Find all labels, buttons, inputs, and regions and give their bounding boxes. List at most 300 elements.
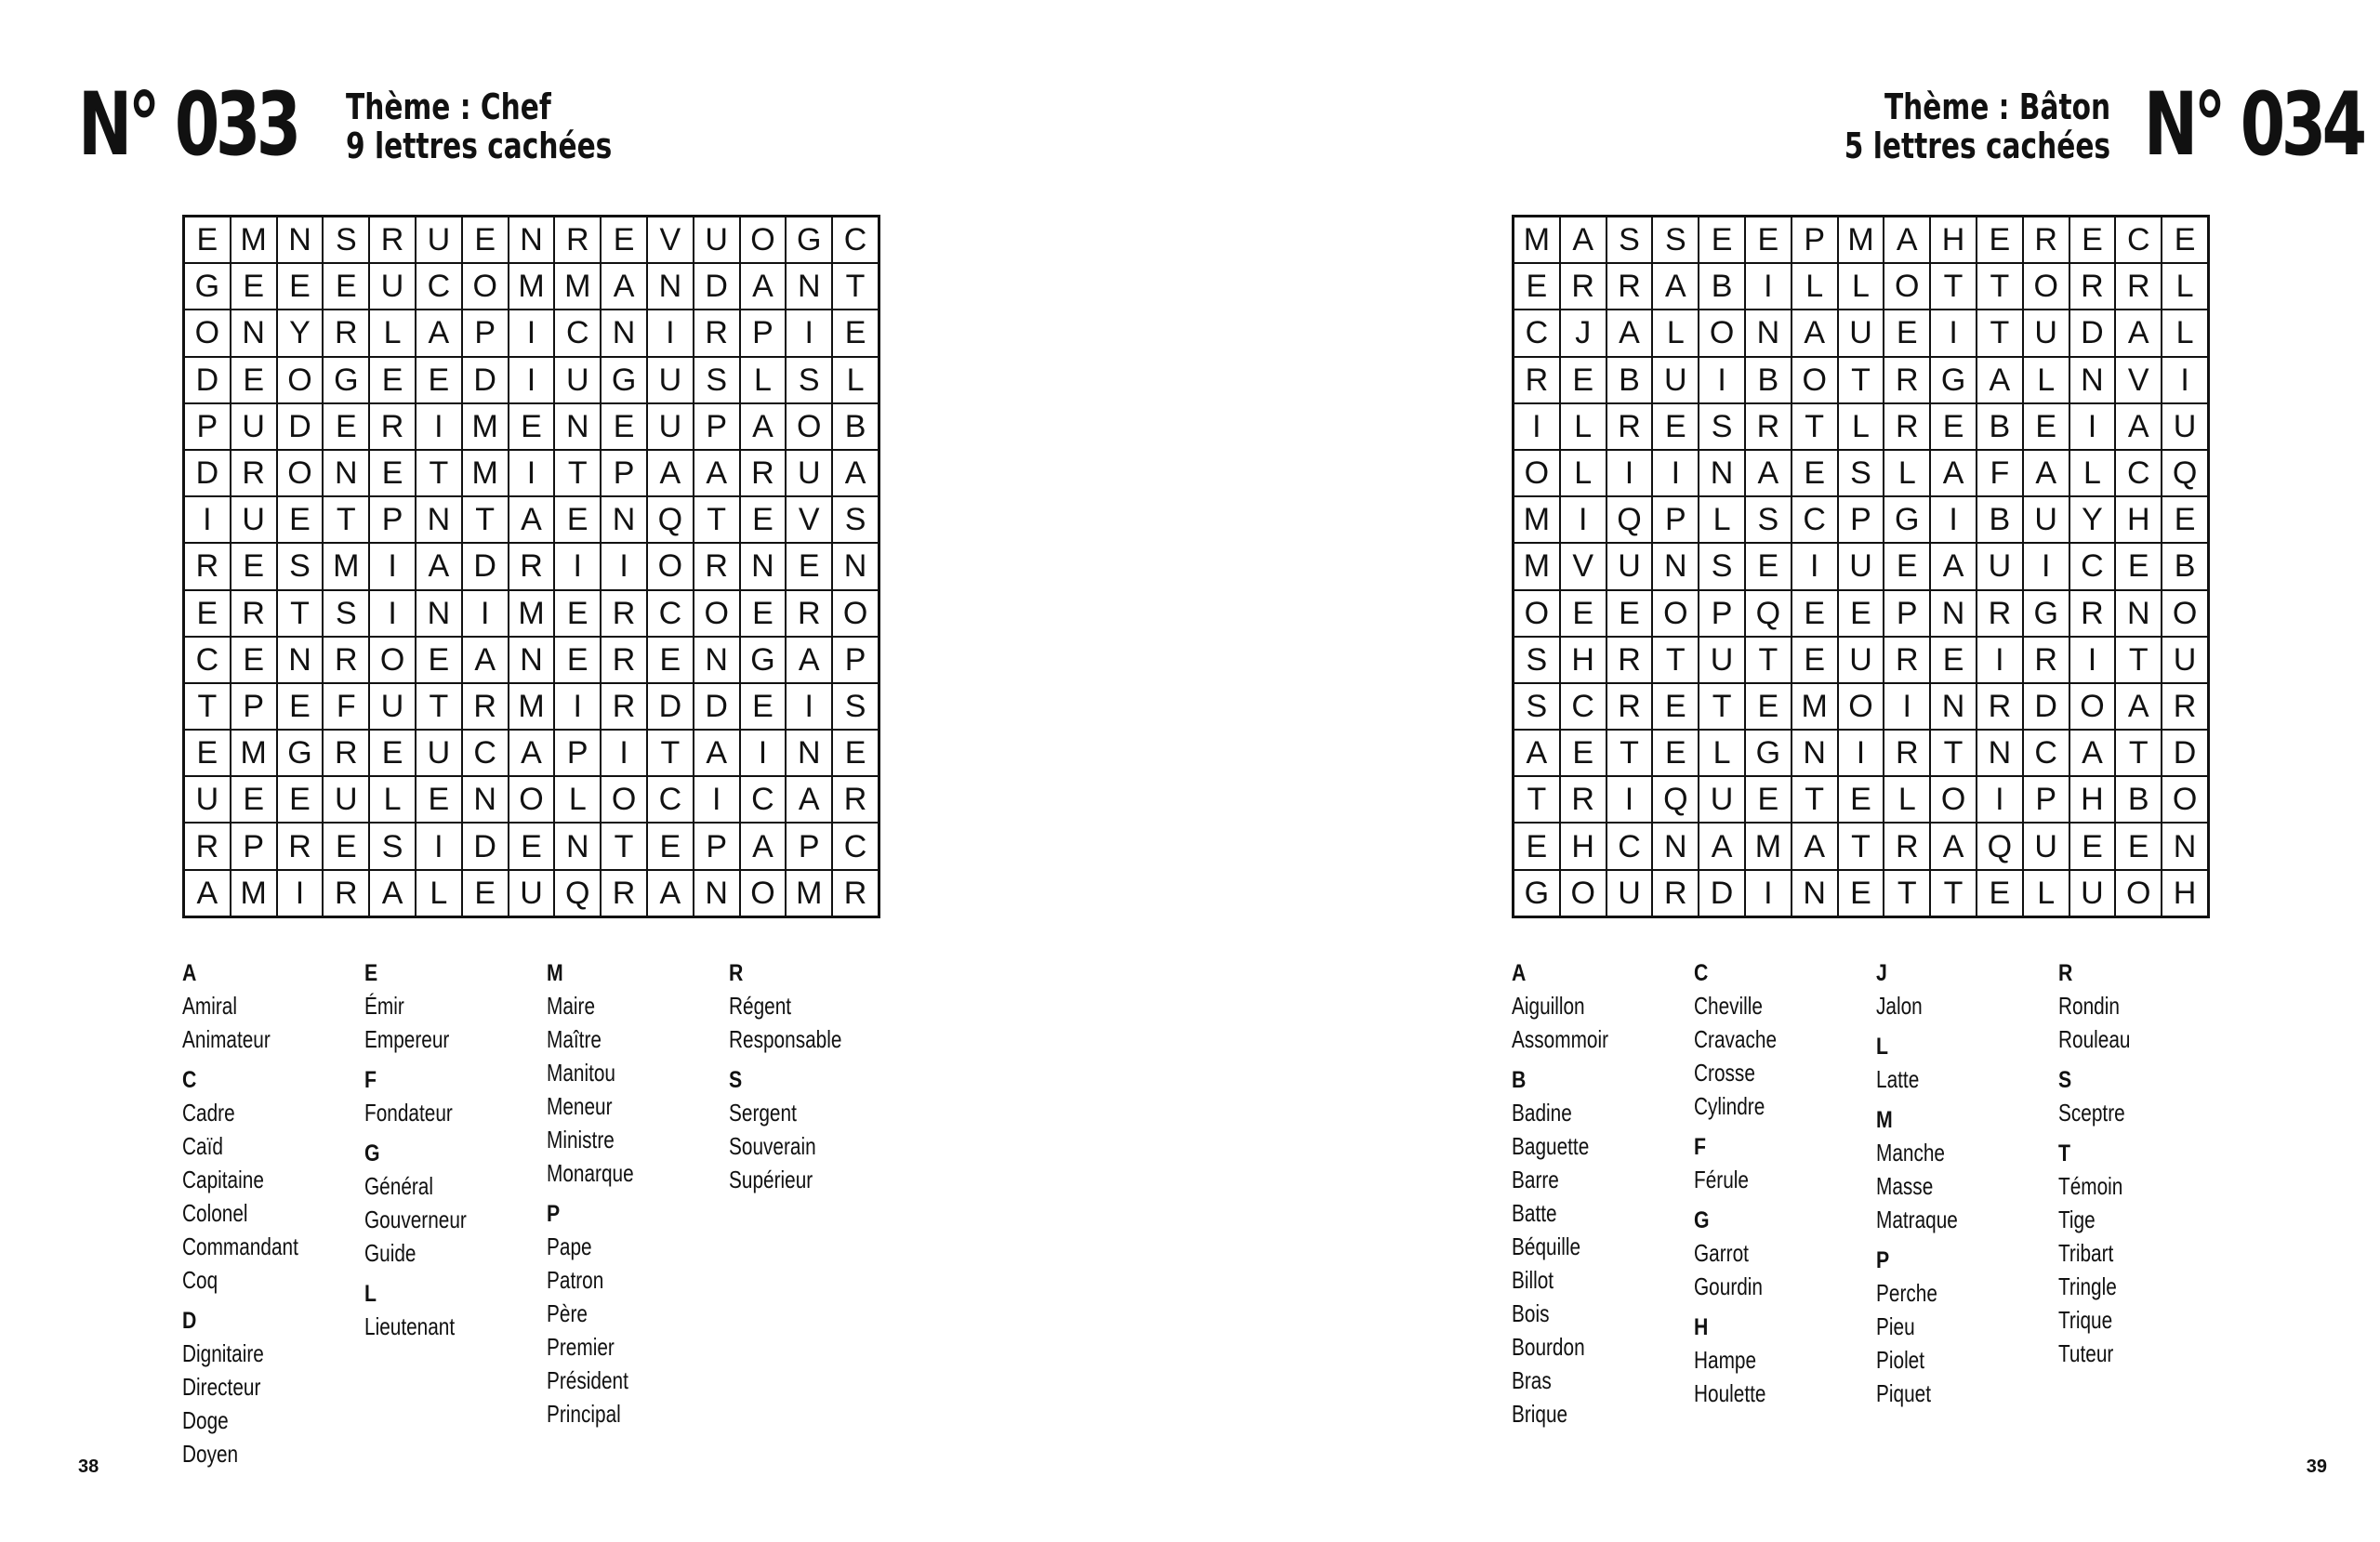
grid-cell[interactable]: E — [1884, 543, 1930, 589]
grid-cell[interactable]: P — [832, 637, 879, 683]
grid-cell[interactable]: E — [2023, 403, 2069, 450]
grid-cell[interactable]: H — [1930, 217, 1977, 264]
grid-cell[interactable]: L — [369, 776, 416, 823]
grid-cell[interactable]: P — [462, 310, 509, 356]
grid-cell[interactable]: E — [231, 776, 277, 823]
grid-cell[interactable]: O — [2162, 590, 2208, 637]
grid-cell[interactable]: L — [1699, 496, 1745, 543]
grid-cell[interactable]: R — [1606, 637, 1653, 683]
grid-cell[interactable]: A — [2069, 730, 2116, 776]
grid-cell[interactable]: I — [694, 776, 740, 823]
grid-cell[interactable]: A — [647, 450, 694, 496]
grid-cell[interactable]: A — [1930, 450, 1977, 496]
grid-cell[interactable]: E — [277, 496, 324, 543]
grid-cell[interactable]: O — [740, 870, 787, 917]
grid-cell[interactable]: O — [786, 403, 832, 450]
grid-cell[interactable]: E — [369, 730, 416, 776]
grid-cell[interactable]: N — [416, 496, 462, 543]
grid-cell[interactable]: R — [369, 403, 416, 450]
grid-cell[interactable]: E — [1652, 730, 1699, 776]
grid-cell[interactable]: A — [416, 310, 462, 356]
grid-cell[interactable]: E — [647, 637, 694, 683]
grid-cell[interactable]: Y — [277, 310, 324, 356]
grid-cell[interactable]: R — [2069, 263, 2116, 310]
grid-cell[interactable]: B — [1606, 357, 1653, 403]
grid-cell[interactable]: P — [1792, 217, 1838, 264]
grid-cell[interactable]: M — [231, 870, 277, 917]
grid-cell[interactable]: R — [1884, 403, 1930, 450]
grid-cell[interactable]: N — [554, 403, 601, 450]
grid-cell[interactable]: E — [2069, 823, 2116, 869]
grid-cell[interactable]: G — [2023, 590, 2069, 637]
grid-cell[interactable]: D — [277, 403, 324, 450]
grid-cell[interactable]: A — [369, 870, 416, 917]
grid-cell[interactable]: M — [462, 450, 509, 496]
grid-cell[interactable]: M — [231, 217, 277, 264]
grid-cell[interactable]: O — [2162, 776, 2208, 823]
grid-cell[interactable]: C — [1514, 310, 1560, 356]
grid-cell[interactable]: R — [1606, 403, 1653, 450]
grid-cell[interactable]: I — [601, 730, 647, 776]
grid-cell[interactable]: E — [647, 823, 694, 869]
grid-cell[interactable]: E — [1838, 870, 1884, 917]
grid-cell[interactable]: U — [369, 263, 416, 310]
grid-cell[interactable]: E — [740, 683, 787, 730]
grid-cell[interactable]: N — [1699, 450, 1745, 496]
grid-cell[interactable]: M — [509, 683, 555, 730]
grid-cell[interactable]: N — [1792, 870, 1838, 917]
grid-cell[interactable]: M — [1838, 217, 1884, 264]
grid-cell[interactable]: T — [1930, 870, 1977, 917]
grid-cell[interactable]: R — [1884, 637, 1930, 683]
grid-cell[interactable]: I — [786, 310, 832, 356]
grid-cell[interactable]: P — [2023, 776, 2069, 823]
grid-cell[interactable]: A — [184, 870, 231, 917]
grid-cell[interactable]: U — [1699, 776, 1745, 823]
grid-cell[interactable]: T — [1977, 263, 2023, 310]
grid-cell[interactable]: E — [554, 496, 601, 543]
grid-cell[interactable]: A — [740, 823, 787, 869]
grid-cell[interactable]: L — [832, 357, 879, 403]
grid-cell[interactable]: O — [277, 357, 324, 403]
grid-cell[interactable]: E — [277, 263, 324, 310]
grid-cell[interactable]: R — [1514, 357, 1560, 403]
grid-cell[interactable]: C — [2115, 450, 2162, 496]
grid-cell[interactable]: R — [786, 590, 832, 637]
grid-cell[interactable]: R — [1606, 263, 1653, 310]
grid-cell[interactable]: T — [1792, 776, 1838, 823]
grid-cell[interactable]: I — [740, 730, 787, 776]
grid-cell[interactable]: D — [184, 450, 231, 496]
grid-cell[interactable]: I — [554, 683, 601, 730]
grid-cell[interactable]: U — [554, 357, 601, 403]
grid-cell[interactable]: T — [277, 590, 324, 637]
grid-cell[interactable]: E — [1745, 776, 1792, 823]
grid-cell[interactable]: C — [832, 823, 879, 869]
grid-cell[interactable]: S — [1699, 543, 1745, 589]
grid-cell[interactable]: E — [1792, 590, 1838, 637]
grid-cell[interactable]: U — [1838, 310, 1884, 356]
grid-cell[interactable]: L — [1560, 403, 1606, 450]
grid-cell[interactable]: U — [1652, 357, 1699, 403]
grid-cell[interactable]: I — [1560, 496, 1606, 543]
grid-cell[interactable]: H — [2115, 496, 2162, 543]
grid-cell[interactable]: E — [1977, 217, 2023, 264]
grid-cell[interactable]: N — [462, 776, 509, 823]
grid-cell[interactable]: S — [323, 590, 369, 637]
grid-cell[interactable]: B — [1977, 496, 2023, 543]
grid-cell[interactable]: D — [2069, 310, 2116, 356]
grid-cell[interactable]: P — [1838, 496, 1884, 543]
grid-cell[interactable]: E — [231, 637, 277, 683]
grid-cell[interactable]: I — [786, 683, 832, 730]
grid-cell[interactable]: E — [2115, 543, 2162, 589]
grid-cell[interactable]: R — [554, 217, 601, 264]
grid-cell[interactable]: P — [184, 403, 231, 450]
grid-cell[interactable]: I — [2162, 357, 2208, 403]
grid-cell[interactable]: S — [786, 357, 832, 403]
grid-cell[interactable]: E — [1884, 310, 1930, 356]
grid-cell[interactable]: A — [740, 403, 787, 450]
grid-cell[interactable]: A — [1560, 217, 1606, 264]
grid-cell[interactable]: O — [2023, 263, 2069, 310]
grid-cell[interactable]: E — [509, 403, 555, 450]
grid-cell[interactable]: D — [2023, 683, 2069, 730]
grid-cell[interactable]: E — [601, 217, 647, 264]
grid-cell[interactable]: L — [554, 776, 601, 823]
grid-cell[interactable]: E — [554, 590, 601, 637]
grid-cell[interactable]: R — [1884, 730, 1930, 776]
grid-cell[interactable]: B — [1977, 403, 2023, 450]
grid-cell[interactable]: R — [231, 450, 277, 496]
grid-cell[interactable]: R — [1884, 357, 1930, 403]
grid-cell[interactable]: P — [231, 683, 277, 730]
grid-cell[interactable]: M — [462, 403, 509, 450]
grid-cell[interactable]: D — [462, 357, 509, 403]
grid-cell[interactable]: U — [647, 357, 694, 403]
grid-cell[interactable]: Q — [1745, 590, 1792, 637]
grid-cell[interactable]: A — [740, 263, 787, 310]
grid-cell[interactable]: R — [832, 776, 879, 823]
grid-cell[interactable]: E — [832, 730, 879, 776]
grid-cell[interactable]: D — [1699, 870, 1745, 917]
grid-cell[interactable]: E — [2162, 496, 2208, 543]
grid-cell[interactable]: D — [2162, 730, 2208, 776]
grid-cell[interactable]: M — [1514, 217, 1560, 264]
grid-cell[interactable]: R — [601, 637, 647, 683]
grid-cell[interactable]: O — [277, 450, 324, 496]
grid-cell[interactable]: O — [647, 543, 694, 589]
grid-cell[interactable]: L — [740, 357, 787, 403]
grid-cell[interactable]: E — [1514, 823, 1560, 869]
grid-cell[interactable]: I — [369, 543, 416, 589]
grid-cell[interactable]: U — [416, 217, 462, 264]
grid-cell[interactable]: T — [1514, 776, 1560, 823]
grid-cell[interactable]: T — [1977, 310, 2023, 356]
grid-cell[interactable]: N — [1745, 310, 1792, 356]
grid-cell[interactable]: I — [647, 310, 694, 356]
grid-cell[interactable]: L — [2162, 263, 2208, 310]
grid-cell[interactable]: E — [1699, 217, 1745, 264]
grid-cell[interactable]: E — [231, 357, 277, 403]
grid-cell[interactable]: T — [601, 823, 647, 869]
grid-cell[interactable]: N — [1930, 590, 1977, 637]
grid-cell[interactable]: D — [184, 357, 231, 403]
grid-cell[interactable]: J — [1560, 310, 1606, 356]
grid-cell[interactable]: R — [2023, 637, 2069, 683]
grid-cell[interactable]: E — [323, 403, 369, 450]
grid-cell[interactable]: P — [740, 310, 787, 356]
grid-cell[interactable]: Q — [1606, 496, 1653, 543]
grid-cell[interactable]: I — [277, 870, 324, 917]
grid-cell[interactable]: E — [832, 310, 879, 356]
grid-cell[interactable]: C — [2069, 543, 2116, 589]
grid-cell[interactable]: A — [832, 450, 879, 496]
grid-cell[interactable]: D — [462, 823, 509, 869]
grid-cell[interactable]: R — [509, 543, 555, 589]
grid-cell[interactable]: T — [1699, 683, 1745, 730]
grid-cell[interactable]: F — [323, 683, 369, 730]
grid-cell[interactable]: G — [1514, 870, 1560, 917]
grid-cell[interactable]: I — [509, 357, 555, 403]
grid-cell[interactable]: O — [462, 263, 509, 310]
grid-cell[interactable]: E — [1792, 450, 1838, 496]
grid-cell[interactable]: C — [416, 263, 462, 310]
grid-cell[interactable]: P — [369, 496, 416, 543]
grid-cell[interactable]: C — [647, 590, 694, 637]
grid-cell[interactable]: I — [1792, 543, 1838, 589]
grid-cell[interactable]: I — [416, 403, 462, 450]
grid-cell[interactable]: N — [277, 217, 324, 264]
grid-cell[interactable]: Q — [647, 496, 694, 543]
grid-cell[interactable]: H — [1560, 823, 1606, 869]
grid-cell[interactable]: N — [694, 637, 740, 683]
grid-cell[interactable]: S — [277, 543, 324, 589]
grid-cell[interactable]: E — [323, 823, 369, 869]
grid-cell[interactable]: R — [1606, 683, 1653, 730]
grid-cell[interactable]: U — [2069, 870, 2116, 917]
grid-cell[interactable]: U — [1977, 543, 2023, 589]
grid-cell[interactable]: E — [1560, 590, 1606, 637]
grid-cell[interactable]: C — [740, 776, 787, 823]
grid-cell[interactable]: E — [1560, 730, 1606, 776]
grid-cell[interactable]: G — [786, 217, 832, 264]
grid-cell[interactable]: R — [832, 870, 879, 917]
grid-cell[interactable]: I — [2023, 543, 2069, 589]
grid-cell[interactable]: M — [323, 543, 369, 589]
grid-cell[interactable]: N — [323, 450, 369, 496]
grid-cell[interactable]: N — [647, 263, 694, 310]
grid-cell[interactable]: L — [2023, 870, 2069, 917]
grid-cell[interactable]: A — [1977, 357, 2023, 403]
grid-cell[interactable]: I — [554, 543, 601, 589]
grid-cell[interactable]: R — [740, 450, 787, 496]
grid-cell[interactable]: D — [694, 263, 740, 310]
grid-cell[interactable]: R — [184, 823, 231, 869]
grid-cell[interactable]: S — [369, 823, 416, 869]
grid-cell[interactable]: E — [1977, 870, 2023, 917]
grid-cell[interactable]: U — [1699, 637, 1745, 683]
grid-cell[interactable]: E — [184, 590, 231, 637]
grid-cell[interactable]: I — [509, 450, 555, 496]
grid-cell[interactable]: C — [1606, 823, 1653, 869]
grid-cell[interactable]: N — [277, 637, 324, 683]
grid-cell[interactable]: H — [2162, 870, 2208, 917]
grid-cell[interactable]: E — [1514, 263, 1560, 310]
grid-cell[interactable]: U — [2162, 403, 2208, 450]
grid-cell[interactable]: A — [1514, 730, 1560, 776]
grid-cell[interactable]: O — [1560, 870, 1606, 917]
grid-cell[interactable]: R — [184, 543, 231, 589]
grid-cell[interactable]: E — [1792, 637, 1838, 683]
grid-cell[interactable]: L — [1792, 263, 1838, 310]
grid-cell[interactable]: O — [2069, 683, 2116, 730]
grid-cell[interactable]: A — [509, 730, 555, 776]
grid-cell[interactable]: Q — [2162, 450, 2208, 496]
grid-cell[interactable]: M — [509, 590, 555, 637]
grid-cell[interactable]: E — [416, 357, 462, 403]
grid-cell[interactable]: I — [1838, 730, 1884, 776]
grid-cell[interactable]: I — [1699, 357, 1745, 403]
grid-cell[interactable]: T — [1745, 637, 1792, 683]
grid-cell[interactable]: C — [184, 637, 231, 683]
grid-cell[interactable]: T — [1884, 870, 1930, 917]
grid-cell[interactable]: D — [694, 683, 740, 730]
grid-cell[interactable]: U — [231, 403, 277, 450]
grid-cell[interactable]: A — [1745, 450, 1792, 496]
grid-cell[interactable]: R — [2162, 683, 2208, 730]
grid-cell[interactable]: U — [2023, 310, 2069, 356]
grid-cell[interactable]: L — [1884, 450, 1930, 496]
grid-cell[interactable]: E — [369, 357, 416, 403]
grid-cell[interactable]: O — [694, 590, 740, 637]
grid-cell[interactable]: S — [1514, 683, 1560, 730]
grid-cell[interactable]: M — [1514, 543, 1560, 589]
grid-cell[interactable]: N — [601, 310, 647, 356]
grid-cell[interactable]: G — [277, 730, 324, 776]
grid-cell[interactable]: A — [1884, 217, 1930, 264]
grid-cell[interactable]: A — [1930, 543, 1977, 589]
grid-cell[interactable]: E — [416, 776, 462, 823]
grid-cell[interactable]: M — [786, 870, 832, 917]
grid-cell[interactable]: T — [1838, 357, 1884, 403]
grid-cell[interactable]: E — [184, 730, 231, 776]
grid-cell[interactable]: A — [1606, 310, 1653, 356]
grid-cell[interactable]: E — [740, 496, 787, 543]
grid-cell[interactable]: V — [2115, 357, 2162, 403]
grid-cell[interactable]: D — [647, 683, 694, 730]
grid-cell[interactable]: N — [694, 870, 740, 917]
grid-cell[interactable]: M — [1745, 823, 1792, 869]
grid-cell[interactable]: T — [416, 450, 462, 496]
grid-cell[interactable]: Q — [1652, 776, 1699, 823]
grid-cell[interactable]: T — [2115, 637, 2162, 683]
grid-cell[interactable]: S — [323, 217, 369, 264]
grid-cell[interactable]: C — [462, 730, 509, 776]
grid-cell[interactable]: R — [323, 310, 369, 356]
grid-cell[interactable]: I — [369, 590, 416, 637]
grid-cell[interactable]: O — [369, 637, 416, 683]
grid-cell[interactable]: P — [694, 823, 740, 869]
grid-cell[interactable]: T — [1930, 730, 1977, 776]
grid-cell[interactable]: I — [1745, 870, 1792, 917]
grid-cell[interactable]: T — [1652, 637, 1699, 683]
grid-cell[interactable]: O — [1792, 357, 1838, 403]
grid-cell[interactable]: R — [1560, 776, 1606, 823]
grid-cell[interactable]: U — [786, 450, 832, 496]
grid-cell[interactable]: L — [1560, 450, 1606, 496]
grid-cell[interactable]: P — [554, 730, 601, 776]
grid-cell[interactable]: C — [554, 310, 601, 356]
grid-cell[interactable]: R — [1977, 590, 2023, 637]
grid-cell[interactable]: R — [2115, 263, 2162, 310]
grid-cell[interactable]: P — [1652, 496, 1699, 543]
grid-cell[interactable]: N — [509, 637, 555, 683]
grid-cell[interactable]: E — [786, 543, 832, 589]
grid-cell[interactable]: U — [1838, 543, 1884, 589]
grid-cell[interactable]: Y — [2069, 496, 2116, 543]
grid-cell[interactable]: R — [1560, 263, 1606, 310]
grid-cell[interactable]: A — [694, 450, 740, 496]
grid-cell[interactable]: U — [1606, 543, 1653, 589]
grid-cell[interactable]: I — [184, 496, 231, 543]
grid-cell[interactable]: U — [416, 730, 462, 776]
grid-cell[interactable]: N — [1652, 543, 1699, 589]
grid-cell[interactable]: O — [509, 776, 555, 823]
grid-cell[interactable]: O — [1930, 776, 1977, 823]
grid-cell[interactable]: P — [231, 823, 277, 869]
grid-cell[interactable]: A — [1792, 823, 1838, 869]
grid-cell[interactable]: O — [601, 776, 647, 823]
grid-cell[interactable]: A — [462, 637, 509, 683]
grid-cell[interactable]: E — [2115, 823, 2162, 869]
grid-cell[interactable]: N — [2069, 357, 2116, 403]
grid-cell[interactable]: H — [2069, 776, 2116, 823]
grid-cell[interactable]: N — [740, 543, 787, 589]
grid-cell[interactable]: I — [1652, 450, 1699, 496]
grid-cell[interactable]: E — [323, 263, 369, 310]
grid-cell[interactable]: I — [1606, 776, 1653, 823]
grid-cell[interactable]: D — [462, 543, 509, 589]
grid-cell[interactable]: E — [1745, 543, 1792, 589]
grid-cell[interactable]: I — [1977, 637, 2023, 683]
grid-cell[interactable]: M — [1792, 683, 1838, 730]
grid-cell[interactable]: C — [647, 776, 694, 823]
grid-cell[interactable]: C — [2023, 730, 2069, 776]
grid-cell[interactable]: I — [1884, 683, 1930, 730]
grid-cell[interactable]: E — [369, 450, 416, 496]
grid-cell[interactable]: O — [1699, 310, 1745, 356]
grid-cell[interactable]: B — [1699, 263, 1745, 310]
grid-cell[interactable]: I — [416, 823, 462, 869]
grid-cell[interactable]: V — [786, 496, 832, 543]
grid-cell[interactable]: U — [2023, 823, 2069, 869]
grid-cell[interactable]: C — [1560, 683, 1606, 730]
grid-cell[interactable]: T — [1930, 263, 1977, 310]
grid-cell[interactable]: S — [694, 357, 740, 403]
grid-cell[interactable]: E — [1930, 637, 1977, 683]
grid-cell[interactable]: S — [1606, 217, 1653, 264]
grid-cell[interactable]: E — [1745, 217, 1792, 264]
grid-cell[interactable]: R — [601, 590, 647, 637]
grid-cell[interactable]: L — [369, 310, 416, 356]
grid-cell[interactable]: O — [1514, 590, 1560, 637]
grid-cell[interactable]: A — [2115, 403, 2162, 450]
grid-cell[interactable]: N — [1792, 730, 1838, 776]
grid-cell[interactable]: R — [323, 730, 369, 776]
grid-cell[interactable]: L — [2069, 450, 2116, 496]
grid-cell[interactable]: P — [1884, 590, 1930, 637]
